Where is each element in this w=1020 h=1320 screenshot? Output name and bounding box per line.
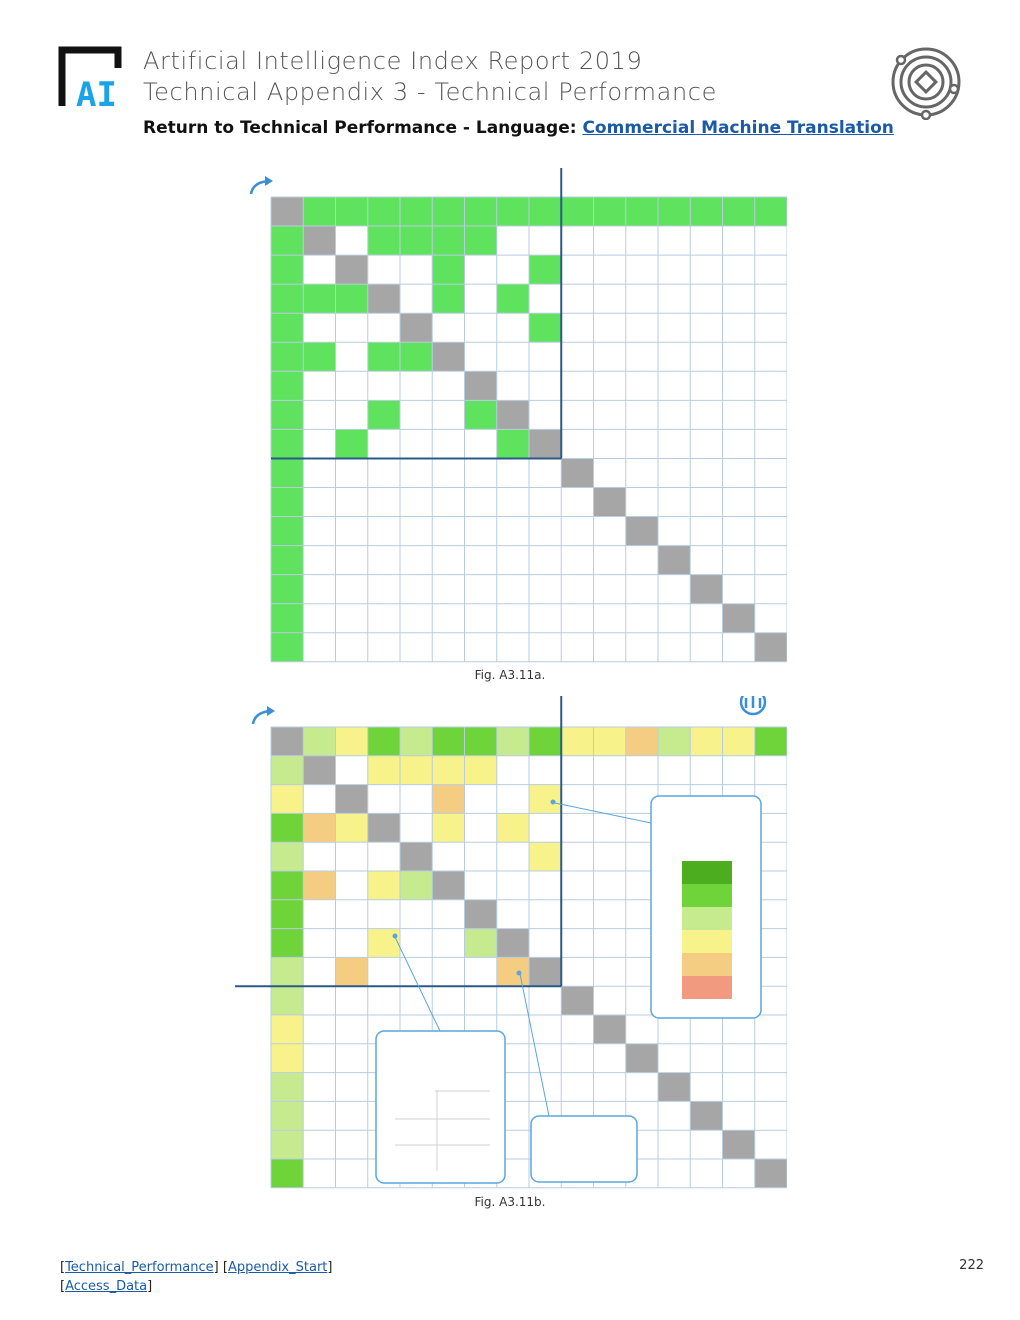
quality-cell: [432, 785, 464, 814]
quality-cell: [723, 727, 755, 756]
diagonal-cell: [271, 727, 303, 756]
quality-cell: [271, 756, 303, 785]
quality-cell: [271, 1044, 303, 1073]
direction-arrow-icon: [251, 176, 273, 194]
report-badge-icon: [888, 44, 964, 120]
quality-cell: [400, 871, 432, 900]
quality-cell: [497, 813, 529, 842]
available-cell: [723, 197, 755, 226]
quality-cell: [271, 785, 303, 814]
price-pointer: [395, 937, 440, 1031]
diagonal-cell: [465, 371, 497, 400]
quality-cell: [368, 929, 400, 958]
quality-cell: [529, 727, 561, 756]
diagonal-cell: [723, 1130, 755, 1159]
quality-cell: [336, 727, 368, 756]
quality-cell: [529, 785, 561, 814]
diagonal-cell: [561, 986, 593, 1015]
quality-cell: [271, 957, 303, 986]
available-cell: [271, 546, 303, 575]
diagonal-cell: [336, 785, 368, 814]
quality-cell: [529, 842, 561, 871]
price-legend: [376, 934, 505, 1184]
quality-swatch: [682, 861, 732, 884]
available-cell: [336, 197, 368, 226]
arrow-head: [265, 176, 273, 186]
available-cell: [271, 429, 303, 458]
diagonal-cell: [497, 929, 529, 958]
diagonal-cell: [723, 604, 755, 633]
available-cell: [271, 604, 303, 633]
quality-cell: [400, 727, 432, 756]
quality-swatch: [682, 953, 732, 976]
fig-a3-11b-quality-price-matrix: [235, 696, 787, 1192]
logo-text: AI: [76, 75, 117, 110]
available-cell: [432, 284, 464, 313]
diagonal-cell: [658, 546, 690, 575]
access-data-link[interactable]: Access_Data: [65, 1279, 148, 1294]
available-cell: [271, 226, 303, 255]
available-cell: [529, 197, 561, 226]
quality-cell: [658, 727, 690, 756]
available-cell: [271, 488, 303, 517]
available-cell: [400, 197, 432, 226]
quality-cell: [336, 813, 368, 842]
diagonal-cell: [594, 1015, 626, 1044]
available-cell: [755, 197, 787, 226]
quality-swatch: [682, 907, 732, 930]
available-cell: [271, 575, 303, 604]
diagonal-cell: [755, 633, 787, 662]
quality-cell: [755, 727, 787, 756]
diagonal-cell: [303, 226, 335, 255]
providers-pointer: [520, 974, 549, 1116]
diagonal-cell: [303, 756, 335, 785]
available-cell: [432, 255, 464, 284]
available-cell: [271, 313, 303, 342]
quality-cell: [626, 727, 658, 756]
available-cell: [529, 313, 561, 342]
available-cell: [465, 226, 497, 255]
quality-cell: [336, 957, 368, 986]
quality-cell: [465, 727, 497, 756]
quality-cell: [303, 871, 335, 900]
diagonal-cell: [626, 1044, 658, 1073]
ai-index-logo: [58, 46, 130, 110]
available-cell: [303, 197, 335, 226]
available-cell: [690, 197, 722, 226]
available-cell: [271, 517, 303, 546]
footer-links: [Technical_Performance] [Appendix_Start] [Access_Data]: [60, 1260, 333, 1294]
quality-cell: [432, 756, 464, 785]
diagonal-cell: [271, 197, 303, 226]
quality-cell: [594, 727, 626, 756]
translation-logo-icon: [741, 696, 765, 714]
quality-cell: [690, 727, 722, 756]
quality-cell: [561, 727, 593, 756]
available-cell: [303, 342, 335, 371]
diagonal-cell: [561, 458, 593, 487]
diagonal-cell: [690, 1101, 722, 1130]
available-cell: [400, 226, 432, 255]
appendix-title: Technical Appendix 3 - Technical Performance: [143, 78, 717, 106]
available-cell: [271, 255, 303, 284]
diagonal-cell: [626, 517, 658, 546]
fig-b-caption: Fig. A3.11b.: [474, 1195, 546, 1209]
pointer-dot: [517, 971, 522, 976]
available-cell: [497, 284, 529, 313]
available-cell: [303, 284, 335, 313]
available-cell: [271, 633, 303, 662]
diagonal-cell: [432, 342, 464, 371]
available-cell: [400, 342, 432, 371]
quality-cell: [368, 727, 400, 756]
diagonal-cell: [529, 957, 561, 986]
available-cell: [497, 197, 529, 226]
quality-swatch: [682, 930, 732, 953]
quality-cell: [271, 1159, 303, 1188]
return-line: [143, 118, 894, 138]
quality-cell: [271, 1130, 303, 1159]
quality-cell: [271, 1101, 303, 1130]
diagonal-cell: [400, 842, 432, 871]
page-number: 222: [959, 1258, 984, 1273]
quality-cell: [465, 929, 497, 958]
quality-cell: [271, 900, 303, 929]
quality-cell: [368, 756, 400, 785]
quality-cell: [497, 957, 529, 986]
diagonal-cell: [755, 1159, 787, 1188]
available-cell: [271, 371, 303, 400]
diagonal-cell: [529, 429, 561, 458]
quality-cell: [271, 929, 303, 958]
available-cell: [368, 197, 400, 226]
quality-cell: [271, 1073, 303, 1102]
available-cell: [658, 197, 690, 226]
quality-swatch: [682, 976, 732, 999]
available-cell: [336, 429, 368, 458]
diagonal-cell: [465, 900, 497, 929]
available-cell: [271, 458, 303, 487]
quality-cell: [303, 813, 335, 842]
quality-cell: [271, 842, 303, 871]
available-cell: [271, 400, 303, 429]
available-cell: [626, 197, 658, 226]
appendix-start-link[interactable]: Appendix_Start: [227, 1260, 328, 1275]
diagonal-cell: [368, 284, 400, 313]
quality-cell: [271, 813, 303, 842]
quality-cell: [400, 756, 432, 785]
quality-swatch: [682, 884, 732, 907]
diagonal-cell: [368, 813, 400, 842]
available-cell: [271, 284, 303, 313]
quality-legend: [551, 796, 762, 1018]
quality-cell: [271, 871, 303, 900]
quality-cell: [271, 986, 303, 1015]
diagonal-cell: [432, 871, 464, 900]
available-cell: [497, 429, 529, 458]
quality-cell: [303, 727, 335, 756]
diagonal-cell: [690, 575, 722, 604]
diagonal-cell: [594, 488, 626, 517]
quality-cell: [271, 1015, 303, 1044]
available-cell: [529, 255, 561, 284]
diagonal-cell: [658, 1073, 690, 1102]
providers-legend-box: [531, 1116, 637, 1182]
available-cell: [561, 197, 593, 226]
arrow-head: [267, 706, 275, 716]
commercial-mt-link[interactable]: Commercial Machine Translation: [582, 118, 894, 138]
quality-cell: [497, 727, 529, 756]
price-legend-box: [376, 1031, 505, 1183]
technical-performance-link[interactable]: Technical_Performance: [65, 1260, 214, 1275]
return-prefix: Return to Technical Performance - Language:: [143, 118, 577, 138]
available-cell: [368, 342, 400, 371]
available-cell: [368, 400, 400, 429]
fig-a3-11a-availability-matrix: [235, 168, 787, 670]
diagonal-cell: [336, 255, 368, 284]
available-cell: [465, 197, 497, 226]
fig-a-caption: Fig. A3.11a.: [474, 668, 546, 682]
quality-cell: [368, 871, 400, 900]
diagonal-cell: [497, 400, 529, 429]
quality-cell: [432, 727, 464, 756]
direction-arrow-icon: [253, 706, 275, 724]
available-cell: [336, 284, 368, 313]
report-title: Artificial Intelligence Index Report 2019: [143, 47, 643, 75]
pointer-dot: [551, 800, 556, 805]
available-cell: [465, 400, 497, 429]
pointer-dot: [393, 934, 398, 939]
available-cell: [432, 197, 464, 226]
available-cell: [594, 197, 626, 226]
available-cell: [368, 226, 400, 255]
available-cell: [432, 226, 464, 255]
quality-cell: [432, 813, 464, 842]
diagonal-cell: [400, 313, 432, 342]
available-cell: [271, 342, 303, 371]
quality-cell: [465, 756, 497, 785]
